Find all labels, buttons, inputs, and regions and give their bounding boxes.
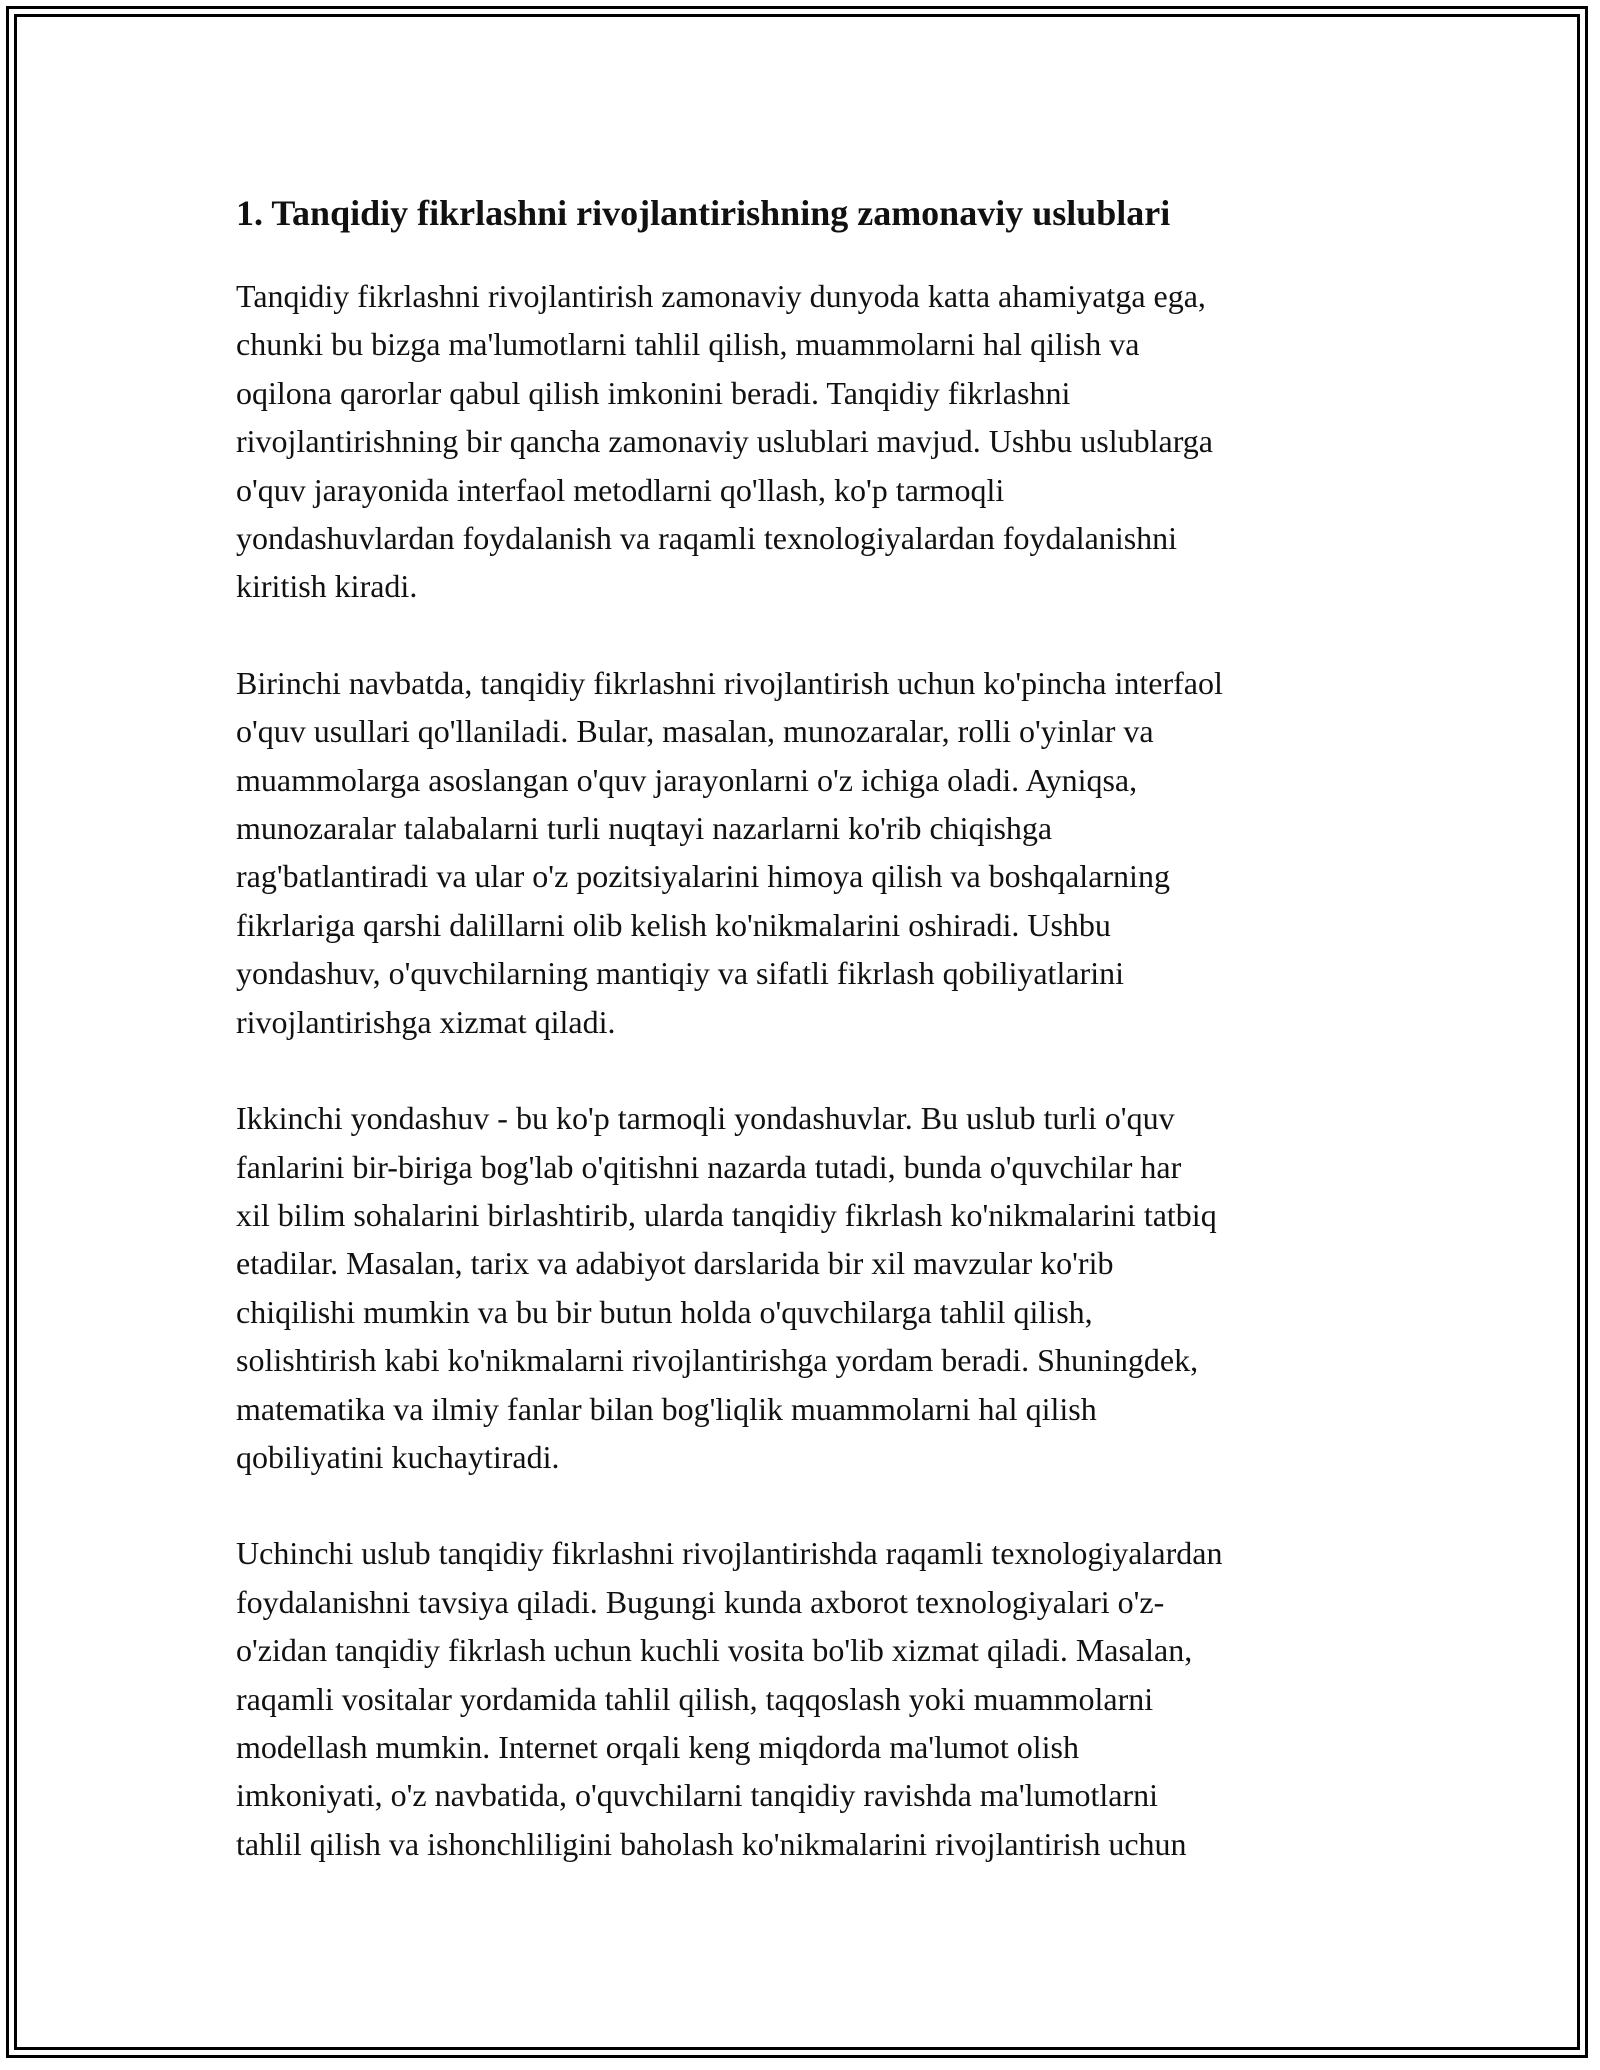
- paragraph-digital-technologies: Uchinchi uslub tanqidiy fikrlashni rivojlantirishda raqamli texnologiyalardan foydalanishni tavsiya qiladi. Bugungi kunda axborot texnologiyalari o'z- o'zidan tanqidiy fikrlash uchun kuchli vosita bo'lib xizmat qiladi. Masalan, raqamli vositalar yordamida tahlil qilish, taqqoslash yoki muammolarni modellash mumkin. Internet orqali keng miqdorda ma'lumot olish imkoniyati, o'z navbatida, o'quvchilarni tanqidiy ravishda ma'lumotlarni tahlil qilish va ishonchliligini baholash ko'nikmalarini rivojlantirish uchun: [236, 1535, 1223, 1862]
- paragraph-interdisciplinary: Ikkinchi yondashuv - bu ko'p tarmoqli yondashuvlar. Bu uslub turli o'quv fanlarini bir-biriga bog'lab o'qitishni nazarda tutadi, bunda o'quvchilar har xil bilim sohalarini birlashtirib, ularda tanqidiy fikrlash ko'nikmalarini tatbiq etadilar. Masalan, tarix va adabiyot darslarida bir xil mavzular ko'rib chiqilishi mumkin va bu bir butun holda o'quvchilarga tahlil qilish, solishtirish kabi ko'nikmalarni rivojlantirishga yordam beradi. Shuningdek, matematika va ilmiy fanlar bilan bog'liqlik muammolarni hal qilish qobiliyatini kuchaytiradi.: [236, 1100, 1217, 1475]
- section-heading: 1. Tanqidiy fikrlashni rivojlantirishning zamonaviy uslublari: [236, 193, 1171, 233]
- document-body: [236, 190, 1386, 1868]
- paragraph-interactive-methods: Birinchi navbatda, tanqidiy fikrlashni rivojlantirish uchun ko'pincha interfaol o'quv usullari qo'llaniladi. Bular, masalan, munozaralar, rolli o'yinlar va muammolarga asoslangan o'quv jarayonlarni o'z ichiga oladi. Ayniqsa, munozaralar talabalarni turli nuqtayi nazarlarni ko'rib chiqishga rag'batlantiradi va ular o'z pozitsiyalarini himoya qilish va boshqalarning fikrlariga qarshi dalillarni olib kelish ko'nikmalarini oshiradi. Ushbu yondashuv, o'quvchilarning mantiqiy va sifatli fikrlash qobiliyatlarini rivojlantirishga xizmat qiladi.: [236, 664, 1223, 1040]
- paragraph-intro: Tanqidiy fikrlashni rivojlantirish zamonaviy dunyoda katta ahamiyatga ega, chunki bu bizga ma'lumotlarni tahlil qilish, muammolarni hal qilish va oqilona qarorlar qabul qilish imkonini beradi. Tanqidiy fikrlashni rivojlantirishning bir qancha zamonaviy uslublari mavjud. Ushbu uslublarga o'quv jarayonida interfaol metodlarni qo'llash, ko'p tarmoqli yondashuvlardan foydalanish va raqamli texnologiyalardan foydalanishni kiritish kiradi.: [236, 278, 1213, 605]
